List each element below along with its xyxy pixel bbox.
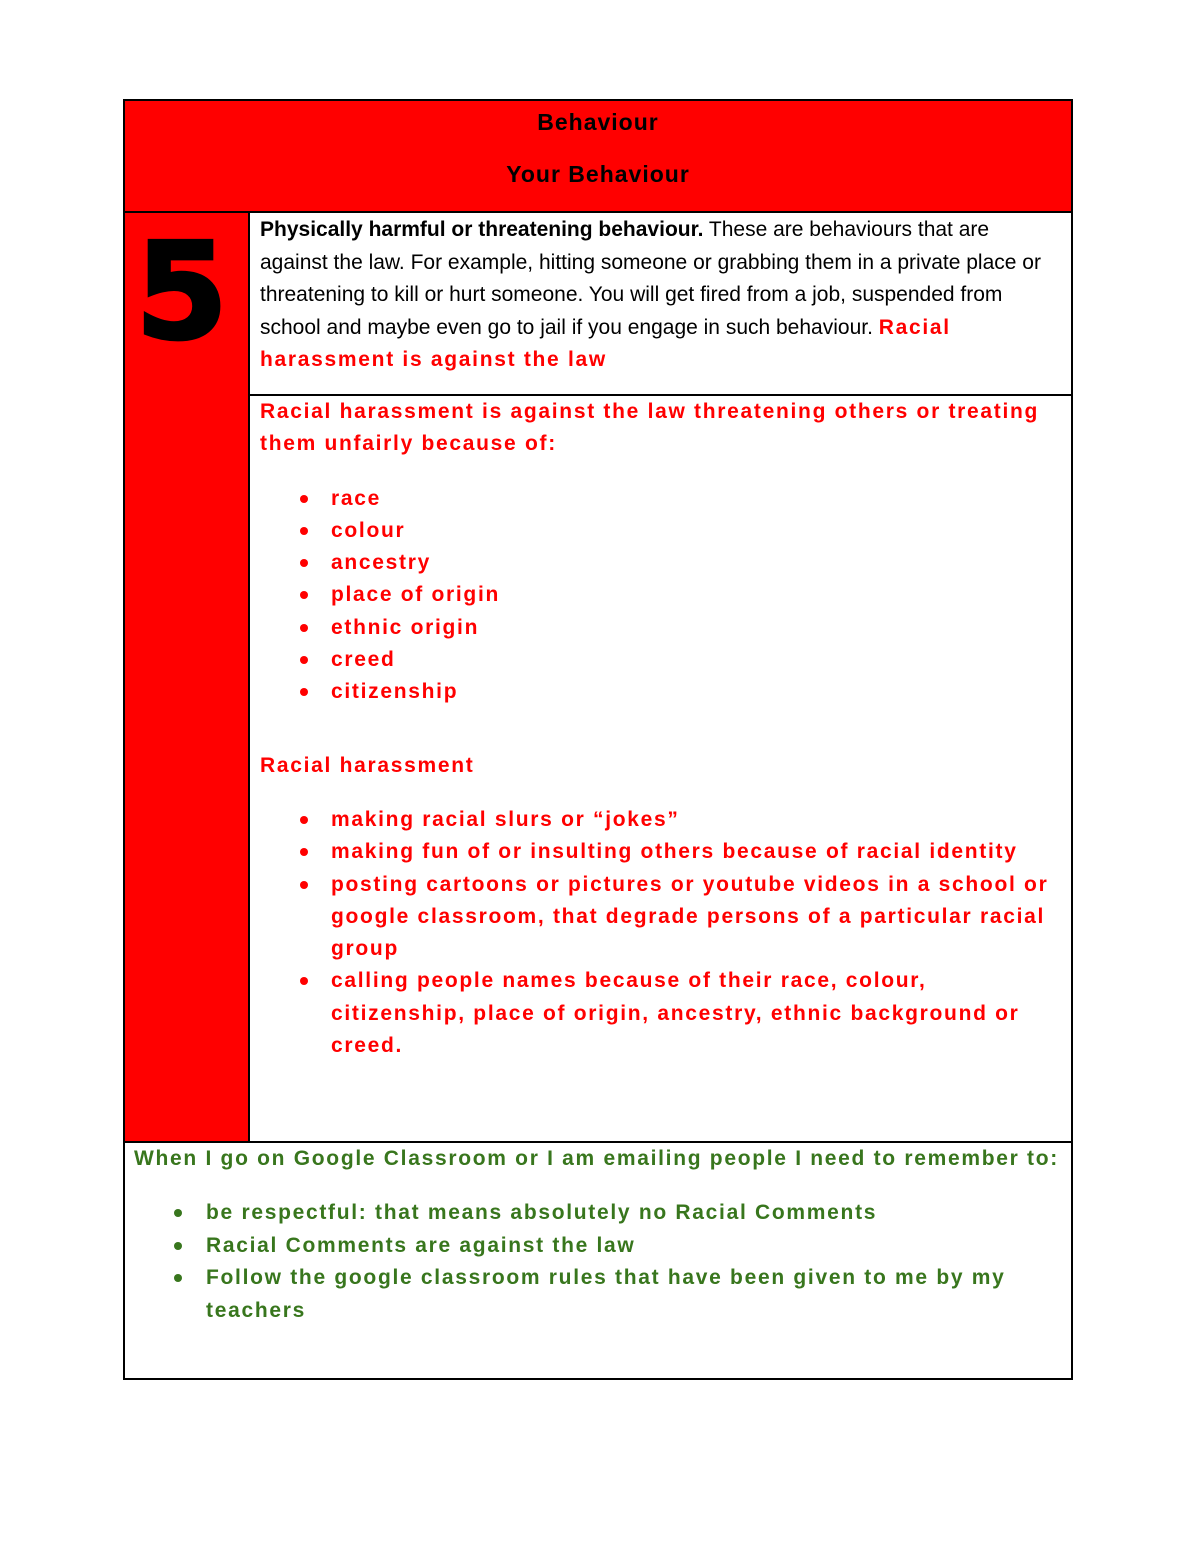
grounds-list [260,483,1063,709]
list-item: making fun of or insulting others because of racial identity [260,836,1063,868]
list-item: making racial slurs or “jokes” [260,804,1063,836]
description-emphasis: Racial harassment is against the law [260,315,951,372]
bullet-icon [300,688,308,696]
reminder-cell [125,1141,1071,1378]
examples-list [260,804,1063,1062]
bullet-icon [174,1209,182,1217]
list-item: creed [260,644,1063,676]
bullet-icon [300,495,308,503]
level-column [125,213,250,1141]
reminder-list [134,1197,1061,1327]
bullet-icon [174,1274,182,1282]
list-item: colour [260,515,1063,547]
bullet-icon [300,656,308,664]
behaviour-table [123,99,1073,1380]
bullet-icon [300,527,308,535]
bullet-icon [300,848,308,856]
description-lead: Physically harmful or threatening behaviour. [260,218,704,241]
harassment-cell [250,396,1071,1141]
list-item: place of origin [260,579,1063,611]
bullet-icon [300,881,308,889]
header-title: Behaviour [537,109,659,135]
examples-heading: Racial harassment [260,753,475,777]
list-item: calling people names because of their race, colour, citizenship, place of origin, ancestry, ethnic background or creed. [260,965,1063,1062]
list-item: ancestry [260,547,1063,579]
list-item: be respectful: that means absolutely no Racial Comments [134,1197,1061,1229]
list-item: Follow the google classroom rules that have been given to me by my teachers [134,1262,1061,1327]
description-body: These are behaviours that are against the law. For example, hitting someone or grabbing them in a private place or threatening to kill or hurt someone. You will get fired from a job, suspended from school and maybe even go to jail if you engage in such behaviour. [260,218,1041,339]
harassment-intro: Racial harassment is against the law threatening others or treating them unfairly because of: [260,400,1040,456]
table-header [125,101,1071,213]
bullet-icon [300,816,308,824]
header-subtitle: Your Behaviour [506,161,690,187]
description-cell [250,213,1071,396]
list-item: citizenship [260,676,1063,708]
reminder-intro: When I go on Google Classroom or I am emailing people I need to remember to: [134,1147,1059,1170]
list-item: posting cartoons or pictures or youtube videos in a school or google classroom, that degrade persons of a particular racial group [260,869,1063,966]
bullet-icon [174,1242,182,1250]
list-item: Racial Comments are against the law [134,1230,1061,1262]
list-item: ethnic origin [260,612,1063,644]
level-number: 5 [135,214,229,370]
bullet-icon [300,624,308,632]
bullet-icon [300,977,308,985]
list-item: race [260,483,1063,515]
bullet-icon [300,559,308,567]
bullet-icon [300,591,308,599]
